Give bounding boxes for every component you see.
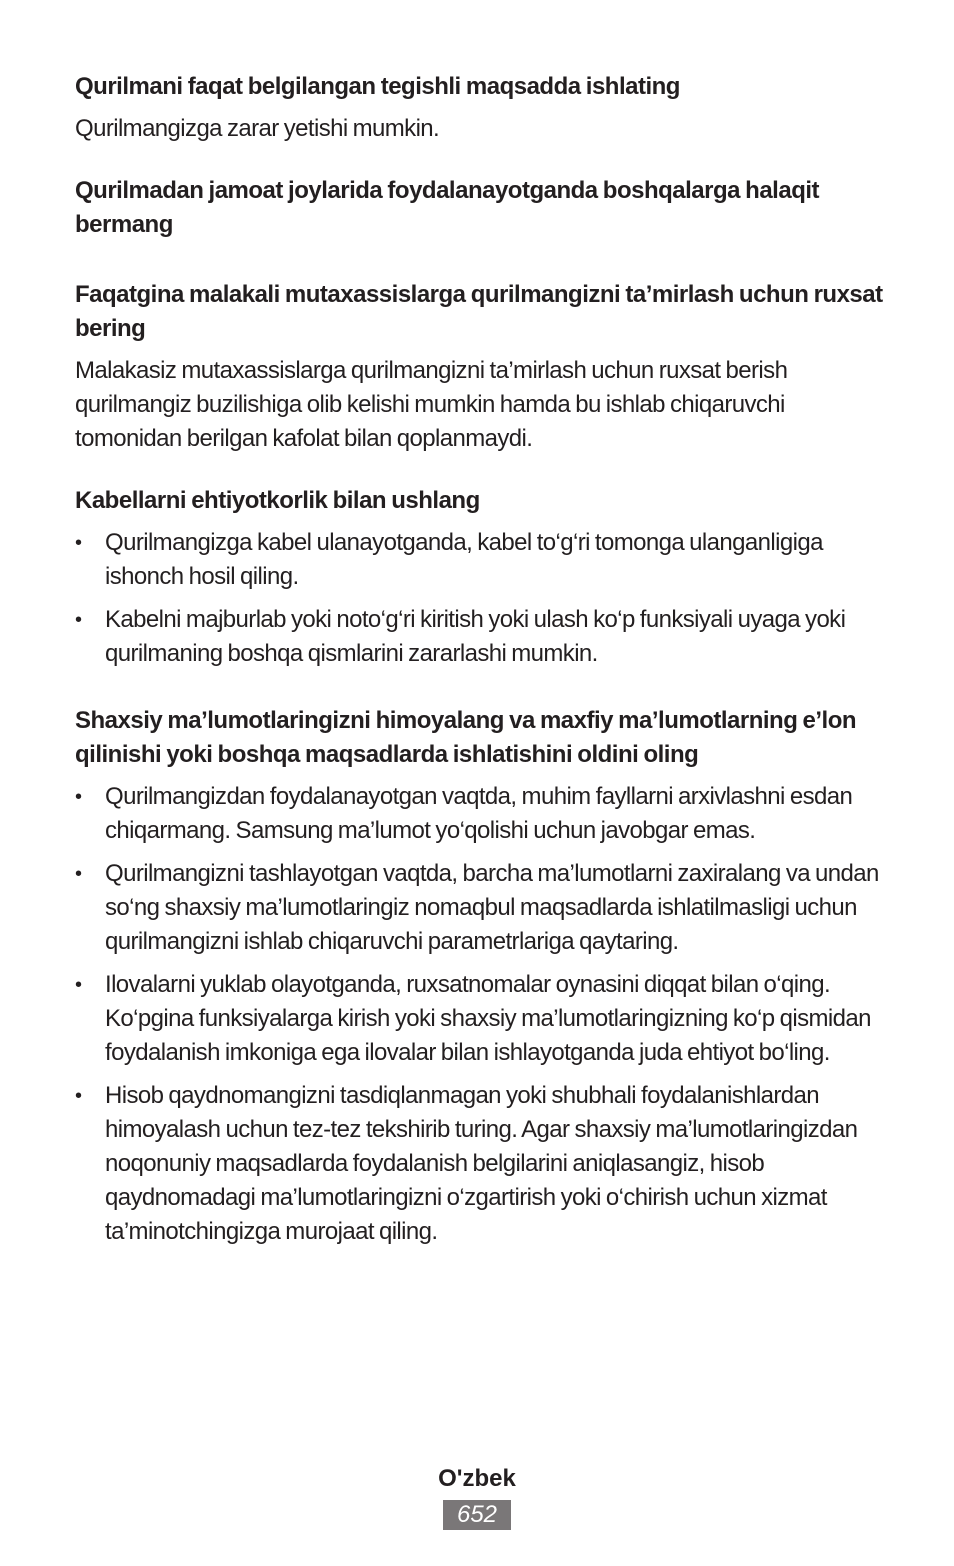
section-heading: Shaxsiy ma’lumotlaringizni himoyalang va maxfiy ma’lumotlarning e’lon qilinishi yoki boshqa maqsadlarda ishlatishini oldini oling bbox=[75, 707, 857, 768]
page-footer bbox=[0, 1462, 954, 1530]
section-heading: Qurilmadan jamoat joylarida foydalanayotganda boshqalarga halaqit bermang bbox=[75, 177, 820, 238]
bullet-icon: • bbox=[75, 1085, 82, 1107]
bullet-icon: • bbox=[75, 786, 82, 808]
list-item bbox=[75, 526, 885, 594]
bullet-list bbox=[75, 780, 885, 1249]
section-cables bbox=[75, 484, 885, 671]
list-item-text: Kabelni majburlab yoki noto‘g‘ri kiritish yoki ulash ko‘p funksiyali uyaga yoki qurilmaning boshqa qismlarini zararlashi mumkin. bbox=[105, 606, 846, 667]
section-heading: Kabellarni ehtiyotkorlik bilan ushlang bbox=[75, 487, 480, 514]
list-item-text: Qurilmangizni tashlayotgan vaqtda, barcha ma’lumotlarni zaxiralang va undan so‘ng shaxsiy ma’lumotlaringiz nomaqbul maqsadlarda ishlatilmasligi uchun qurilmangizni ishlab chiqaruvchi parametrlariga qaytaring. bbox=[105, 860, 879, 955]
list-item-text: Ilovalarni yuklab olayotganda, ruxsatnomalar oynasini diqqat bilan o‘qing. Ko‘pgina funksiyalarga kirish yoki shaxsiy ma’lumotlaringizning ko‘p qismidan foydalanish imkoniga ega ilovalar bilan ishlayotganda juda ehtiyot bo‘ling. bbox=[105, 971, 871, 1066]
section-heading: Qurilmani faqat belgilangan tegishli maqsadda ishlating bbox=[75, 73, 680, 100]
document-page bbox=[75, 70, 885, 1258]
list-item bbox=[75, 780, 885, 848]
section-purpose bbox=[75, 70, 885, 146]
list-item-text: Qurilmangizga kabel ulanayotganda, kabel to‘g‘ri tomonga ulanganligiga ishonch hosil qiling. bbox=[105, 529, 823, 590]
list-item bbox=[75, 603, 885, 671]
section-personal-data bbox=[75, 704, 885, 1249]
section-public-places bbox=[75, 174, 885, 242]
bullet-icon: • bbox=[75, 609, 82, 631]
list-item bbox=[75, 968, 885, 1070]
list-item-text: Hisob qaydnomangizni tasdiqlanmagan yoki shubhali foydalanishlardan himoyalash uchun tez-tez tekshirib turing. Agar shaxsiy ma’lumotlaringizdan noqonuniy maqsadlarda foydalanish belgilarini aniqlasangiz, hisob qaydnomadagi ma’lumotlaringizni o‘zgartirish yoki o‘chirish uchun xizmat ta’minotchingizga murojaat qiling. bbox=[105, 1082, 858, 1245]
list-item bbox=[75, 1079, 885, 1249]
bullet-icon: • bbox=[75, 532, 82, 554]
section-qualified-repair bbox=[75, 278, 885, 456]
list-item bbox=[75, 857, 885, 959]
page-number-badge: 652 bbox=[443, 1500, 511, 1530]
bullet-icon: • bbox=[75, 974, 82, 996]
bullet-icon: • bbox=[75, 863, 82, 885]
list-item-text: Qurilmangizdan foydalanayotgan vaqtda, muhim fayllarni arxivlashni esdan chiqarmang. Samsung ma’lumot yo‘qolishi uchun javobgar emas. bbox=[105, 783, 853, 844]
section-body: Malakasiz mutaxassislarga qurilmangizni ta’mirlash uchun ruxsat berish qurilmangiz buzilishiga olib kelishi mumkin hamda bu ishlab chiqaruvchi tomonidan berilgan kafolat bilan qoplanmaydi. bbox=[75, 357, 788, 452]
bullet-list bbox=[75, 526, 885, 671]
section-heading: Faqatgina malakali mutaxassislarga qurilmangizni ta’mirlash uchun ruxsat bering bbox=[75, 281, 883, 342]
section-body: Qurilmangizga zarar yetishi mumkin. bbox=[75, 115, 440, 142]
footer-language: O'zbek bbox=[438, 1465, 516, 1492]
